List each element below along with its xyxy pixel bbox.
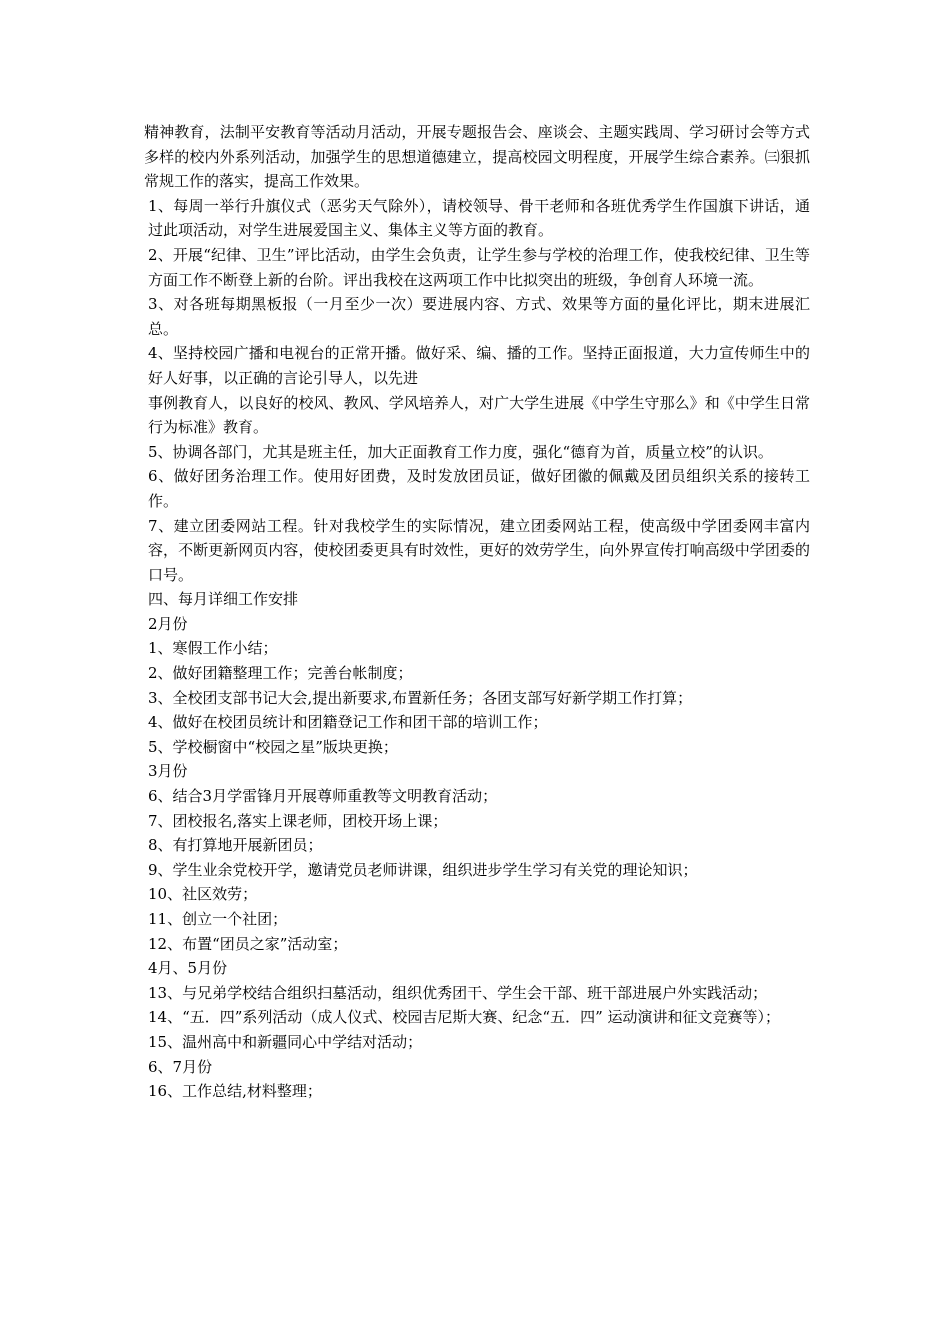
list-item: 4、做好在校团员统计和团籍登记工作和团干部的培训工作； bbox=[148, 713, 548, 732]
month-heading-mar: 3月份 bbox=[148, 762, 188, 781]
paragraph-intro: 精神教育，法制平安教育等活动月活动，开展专题报告会、座谈会、主题实践周、学习研讨会等方式多样的校内外系列活动，加强学生的思想道德建立，提高校园文明程度，开展学生综合素养。㈢狠抓常规工作的落实，提高工作效果。 bbox=[144, 123, 810, 191]
list-item: 10、社区效劳； bbox=[148, 885, 258, 904]
section-heading-monthly-plan: 四、每月详细工作安排 bbox=[148, 590, 299, 609]
paragraph-item-5: 5、协调各部门，尤其是班主任，加大正面教育工作力度，强化“德育为首，质量立校”的认识。 bbox=[148, 442, 773, 461]
paragraph-item-7: 7、建立团委网站工程。针对我校学生的实际情况，建立团委网站工程，使高级中学团委网丰富内容，不断更新网页内容，使校团委更具有时效性，更好的效劳学生，向外界宣传打响高级中学团委的口号。 bbox=[148, 516, 810, 584]
list-item: 13、与兄弟学校结合组织扫墓活动，组织优秀团干、学生会干部、班干部进展户外实践活动； bbox=[148, 983, 768, 1002]
document-body bbox=[144, 120, 810, 1104]
month-heading-apr-may: 4月、5月份 bbox=[148, 959, 228, 978]
list-item: 8、有打算地开展新团员； bbox=[148, 836, 323, 855]
paragraph-item-3: 3、对各班每期黑板报（一月至少一次）要进展内容、方式、效果等方面的量化评比，期末进展汇总。 bbox=[148, 295, 810, 338]
list-item: 2、做好团籍整理工作；完善台帐制度； bbox=[148, 664, 413, 683]
month-heading-feb: 2月份 bbox=[148, 614, 188, 633]
paragraph-item-6: 6、做好团务治理工作。使用好团费，及时发放团员证，做好团徽的佩戴及团员组织关系的接转工作。 bbox=[148, 467, 810, 510]
list-item: 16、工作总结,材料整理； bbox=[148, 1082, 322, 1101]
month-heading-jun-jul: 6、7月份 bbox=[148, 1057, 213, 1076]
paragraph-item-4: 4、坚持校园广播和电视台的正常开播。做好采、编、播的工作。坚持正面报道，大力宣传师生中的好人好事，以正确的言论引导人，以先进 bbox=[148, 344, 810, 387]
paragraph-item-1: 1、每周一举行升旗仪式（恶劣天气除外），请校领导、骨干老师和各班优秀学生作国旗下讲话，通过此项活动，对学生进展爱国主义、集体主义等方面的教育。 bbox=[148, 196, 810, 240]
list-item: 7、团校报名,落实上课老师，团校开场上课； bbox=[148, 811, 448, 830]
paragraph-item-2: 2、开展“纪律、卫生”评比活动，由学生会负责，让学生参与学校的治理工作，使我校纪律、卫生等方面工作不断登上新的台阶。评出我校在这两项工作中比拟突出的班级，争创育人环境一流。 bbox=[148, 245, 810, 289]
list-item: 9、学生业余党校开学，邀请党员老师讲课，组织进步学生学习有关党的理论知识； bbox=[148, 860, 698, 879]
list-item: 6、结合3月学雷锋月开展尊师重教等文明教育活动； bbox=[148, 787, 498, 806]
list-item: 3、全校团支部书记大会,提出新要求,布置新任务；各团支部写好新学期工作打算； bbox=[148, 688, 693, 707]
list-item: 5、学校橱窗中“校园之星”版块更换； bbox=[148, 737, 398, 756]
list-item: 15、温州高中和新疆同心中学结对活动； bbox=[148, 1032, 423, 1051]
list-item: 1、寒假工作小结； bbox=[148, 639, 278, 658]
paragraph-item-4-continued: 事例教育人，以良好的校风、教风、学风培养人，对广大学生进展《中学生守那么》和《中学生日常行为标准》教育。 bbox=[148, 393, 810, 437]
list-item: 12、布置“团员之家”活动室； bbox=[148, 934, 348, 953]
list-item: 14、“五．四”系列活动（成人仪式、校园吉尼斯大赛、纪念“五．四” 运动演讲和征文竞赛等）； bbox=[148, 1008, 781, 1027]
list-item: 11、创立一个社团； bbox=[148, 910, 288, 928]
